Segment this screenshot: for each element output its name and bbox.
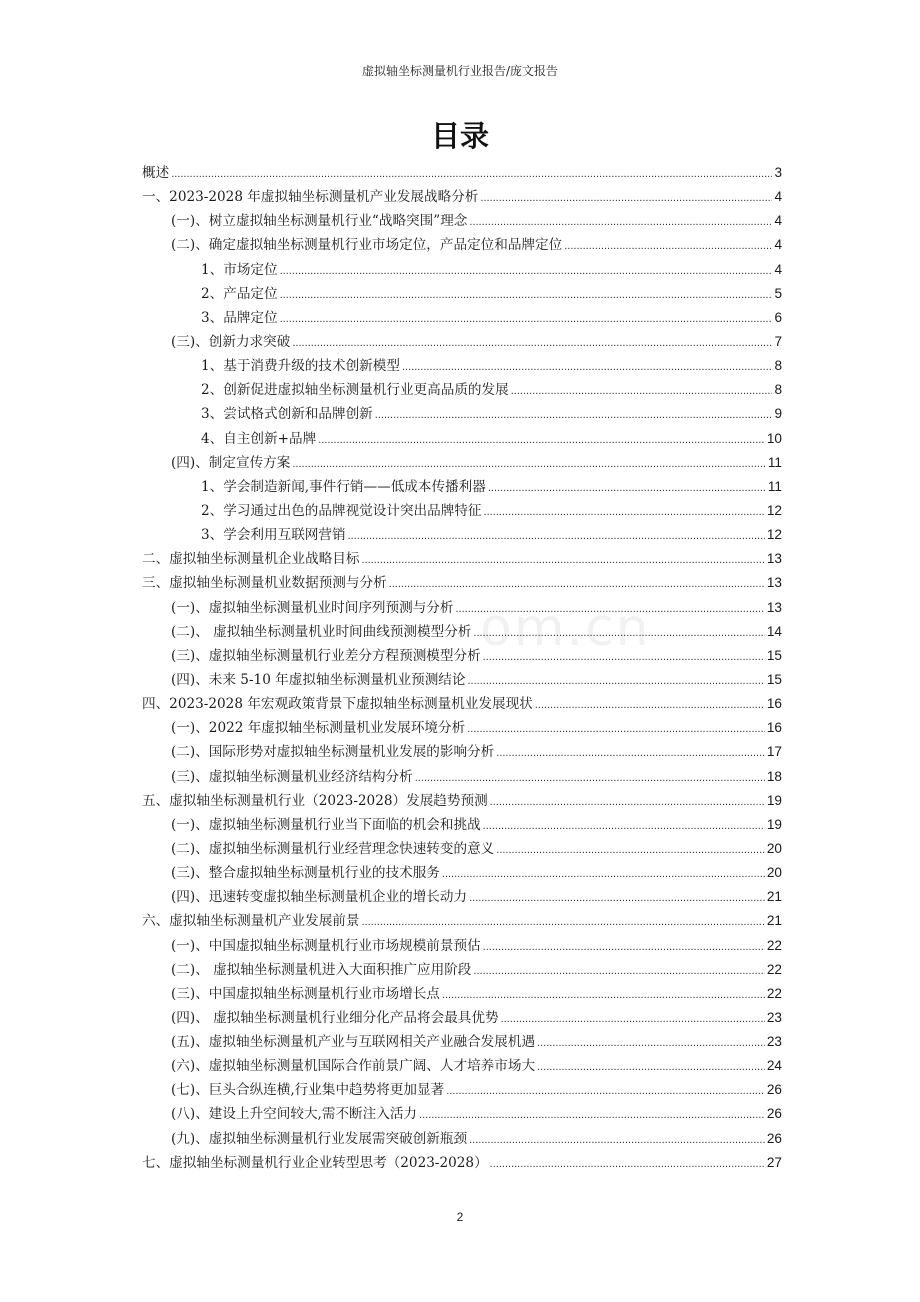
- toc-entry[interactable]: [142, 209, 782, 233]
- toc-page-number: 20: [766, 865, 782, 881]
- toc-page-number: 22: [766, 961, 782, 977]
- toc-entry-text: (五)、虚拟轴坐标测量机产业与互联网相关产业融合发展机遇: [171, 1034, 536, 1051]
- dot-leader: [467, 675, 764, 687]
- dot-leader: [415, 772, 765, 784]
- toc-entry[interactable]: [142, 982, 782, 1006]
- toc-page-number: 19: [766, 816, 782, 832]
- dot-leader: [280, 313, 773, 325]
- toc-entry[interactable]: [142, 909, 782, 933]
- dot-leader: [446, 1085, 765, 1097]
- toc-entry-text: 2、学习通过出色的品牌视觉设计突出品牌特征: [201, 502, 482, 519]
- dot-leader: [318, 434, 765, 446]
- toc-entry[interactable]: [142, 1030, 782, 1054]
- toc-page-number: 3: [774, 165, 782, 180]
- toc-page-number: 15: [766, 647, 782, 663]
- toc-entry-text: (三)、中国虚拟轴坐标测量机行业市场增长点: [171, 985, 440, 1002]
- toc-entry-text: 1、学会制造新闻,事件行销——低成本传播利器: [201, 478, 486, 495]
- dot-leader: [402, 361, 772, 373]
- toc-page-number: 22: [766, 937, 782, 953]
- toc-entry[interactable]: [142, 451, 782, 475]
- toc-entry[interactable]: [142, 185, 782, 209]
- toc-page-number: 17: [766, 744, 782, 760]
- toc-page-number: 9: [774, 406, 782, 422]
- toc-entry[interactable]: [142, 402, 782, 426]
- toc-page-number: 15: [766, 671, 782, 687]
- dot-leader: [348, 530, 765, 542]
- toc-entry[interactable]: [142, 547, 782, 571]
- toc-entry-text: (二)、确定虚拟轴坐标测量机行业市场定位，产品定位和品牌定位: [171, 237, 563, 254]
- toc-entry-text: (二)、虚拟轴坐标测量机行业经营理念快速转变的意义: [171, 840, 495, 857]
- toc-page-number: 23: [766, 1009, 782, 1025]
- toc-entry[interactable]: [142, 306, 782, 330]
- toc-entry[interactable]: [142, 258, 782, 282]
- toc-entry-text: (四)、未来 5-10 年虚拟轴坐标测量机业预测结论: [171, 671, 466, 688]
- toc-entry-text: 六、虚拟轴坐标测量机产业发展前景: [142, 913, 360, 930]
- dot-leader: [469, 892, 765, 904]
- toc-entry[interactable]: [142, 1006, 782, 1030]
- dot-leader: [490, 796, 765, 808]
- toc-entry[interactable]: [142, 644, 782, 668]
- toc-entry[interactable]: [142, 934, 782, 958]
- toc-entry-text: 1、市场定位: [201, 261, 278, 278]
- toc-entry-text: 2、产品定位: [201, 285, 278, 302]
- dot-leader: [496, 747, 765, 759]
- toc-entry[interactable]: [142, 523, 782, 547]
- toc-entry-text: 3、品牌定位: [201, 309, 278, 326]
- dot-leader: [537, 1061, 765, 1073]
- toc-page-number: 26: [766, 1130, 782, 1146]
- toc-entry-text: (三)、创新力求突破: [171, 333, 291, 350]
- toc-page-number: 14: [766, 623, 782, 639]
- toc-entry-text: (三)、虚拟轴坐标测量机业经济结构分析: [171, 768, 413, 785]
- toc-entry-text: 七、虚拟轴坐标测量机行业企业转型思考（2023-2028）: [142, 1154, 488, 1171]
- toc-entry[interactable]: [142, 282, 782, 306]
- toc-entry-text: 概述: [142, 165, 170, 181]
- dot-leader: [280, 289, 773, 301]
- toc-page-number: 11: [767, 454, 782, 470]
- toc-entry-text: (一)、2022 年虚拟轴坐标测量机业发展环境分析: [171, 720, 466, 737]
- toc-entry-text: 3、尝试格式创新和品牌创新: [201, 406, 373, 423]
- toc-entry-text: (六)、虚拟轴坐标测量机国际合作前景广阔、人才培养市场大: [171, 1058, 536, 1075]
- dot-leader: [535, 699, 765, 711]
- toc-entry[interactable]: [142, 740, 782, 764]
- toc-entry[interactable]: [142, 861, 782, 885]
- toc-page-number: 13: [766, 575, 782, 591]
- toc-entry[interactable]: [142, 378, 782, 402]
- toc-page-number: 22: [766, 985, 782, 1001]
- dot-leader: [496, 844, 765, 856]
- toc-page-number: 21: [766, 913, 782, 929]
- toc-entry-text: (一)、中国虚拟轴坐标测量机行业市场规模前景预估: [171, 937, 481, 954]
- toc-entry-text: 4、自主创新+品牌: [201, 430, 317, 447]
- table-of-contents: [142, 161, 782, 1175]
- toc-entry-text: (一)、虚拟轴坐标测量机业时间序列预测与分析: [171, 599, 454, 616]
- toc-page-number: 13: [766, 599, 782, 615]
- toc-entry-text: (一)、树立虚拟轴坐标测量机行业“战略突围”理念: [171, 213, 468, 230]
- toc-entry-text: (二)、国际形势对虚拟轴坐标测量机业发展的影响分析: [171, 744, 495, 761]
- dot-leader: [483, 941, 765, 953]
- toc-entry-text: 一、2023-2028 年虚拟轴坐标测量机产业发展战略分析: [142, 189, 479, 206]
- toc-page-number: 8: [774, 382, 782, 398]
- toc-page-number: 19: [766, 792, 782, 808]
- dot-leader: [389, 578, 765, 590]
- dot-leader: [442, 868, 765, 880]
- toc-page-number: 23: [766, 1034, 782, 1050]
- toc-entry-text: 2、创新促进虚拟轴坐标测量机行业更高品质的发展: [201, 382, 509, 399]
- toc-entry-text: (四)、迅速转变虚拟轴坐标测量机企业的增长动力: [171, 889, 468, 906]
- toc-entry[interactable]: [142, 354, 782, 378]
- toc-page-number: 6: [774, 309, 782, 325]
- toc-page-number: 16: [766, 720, 782, 736]
- toc-page-number: 21: [766, 889, 782, 905]
- dot-leader: [483, 651, 765, 663]
- toc-entry[interactable]: [142, 475, 782, 499]
- toc-page-number: 12: [766, 527, 782, 543]
- dot-leader: [480, 192, 772, 204]
- toc-entry-text: (四)、制定宣传方案: [171, 454, 291, 471]
- dot-leader: [280, 265, 773, 277]
- dot-leader: [490, 1158, 765, 1170]
- toc-entry[interactable]: [142, 668, 782, 692]
- toc-entry-text: (二)、 虚拟轴坐标测量机进入大面积推广应用阶段: [171, 961, 472, 978]
- toc-entry[interactable]: [142, 233, 782, 257]
- dot-leader: [483, 820, 765, 832]
- dot-leader: [469, 216, 772, 228]
- toc-page-number: 12: [766, 502, 782, 518]
- watermark: om.cn: [480, 598, 651, 658]
- dot-leader: [419, 1109, 765, 1121]
- toc-entry[interactable]: [142, 1078, 782, 1102]
- dot-leader: [292, 337, 772, 349]
- toc-page-number: 10: [766, 430, 782, 446]
- toc-page-number: 8: [774, 358, 782, 374]
- toc-page-number: 5: [774, 285, 782, 301]
- toc-entry[interactable]: [142, 837, 782, 861]
- toc-entry[interactable]: [142, 813, 782, 837]
- toc-page-number: 20: [766, 840, 782, 856]
- toc-entry[interactable]: [142, 571, 782, 595]
- dot-leader: [473, 965, 764, 977]
- toc-entry[interactable]: [142, 789, 782, 813]
- dot-leader: [455, 603, 764, 615]
- toc-entry-text: 3、学会利用互联网营销: [201, 527, 346, 544]
- toc-entry[interactable]: [142, 1127, 782, 1151]
- toc-page-number: 7: [774, 333, 782, 349]
- toc-entry[interactable]: [142, 161, 782, 185]
- toc-entry[interactable]: [142, 692, 782, 716]
- dot-leader: [473, 627, 764, 639]
- toc-entry-text: (二)、 虚拟轴坐标测量机业时间曲线预测模型分析: [171, 623, 472, 640]
- toc-entry[interactable]: [142, 427, 782, 451]
- toc-entry[interactable]: [142, 620, 782, 644]
- dot-leader: [537, 1037, 765, 1049]
- toc-page-number: 18: [766, 768, 782, 784]
- toc-entry-text: (一)、虚拟轴坐标测量机行业当下面临的机会和挑战: [171, 816, 481, 833]
- dot-leader: [362, 554, 765, 566]
- running-header: 虚拟轴坐标测量机行业报告/庞文报告: [361, 64, 559, 78]
- dot-leader: [511, 385, 773, 397]
- dot-leader: [501, 1013, 765, 1025]
- toc-page-number: 4: [774, 237, 782, 253]
- dot-leader: [171, 168, 772, 180]
- toc-entry-text: 二、虚拟轴坐标测量机企业战略目标: [142, 551, 360, 568]
- toc-entry[interactable]: [142, 1102, 782, 1126]
- toc-entry-text: (四)、 虚拟轴坐标测量机行业细分化产品将会最具优势: [171, 1009, 499, 1026]
- toc-page-number: 4: [774, 189, 782, 205]
- toc-entry-text: 1、基于消费升级的技术创新模型: [201, 358, 400, 375]
- toc-entry[interactable]: [142, 1151, 782, 1175]
- dot-leader: [292, 458, 766, 470]
- toc-entry[interactable]: [142, 499, 782, 523]
- dot-leader: [469, 1134, 765, 1146]
- dot-leader: [442, 989, 765, 1001]
- toc-title: 目录: [430, 119, 489, 153]
- toc-entry-text: (八)、建设上升空间较大,需不断注入活力: [171, 1106, 418, 1123]
- toc-entry[interactable]: [142, 1054, 782, 1078]
- toc-entry-text: (七)、巨头合纵连横,行业集中趋势将更加显著: [171, 1082, 445, 1099]
- toc-page-number: 16: [766, 696, 782, 712]
- toc-page-number: 4: [774, 261, 782, 277]
- toc-entry[interactable]: [142, 885, 782, 909]
- dot-leader: [484, 506, 765, 518]
- toc-page-number: 27: [766, 1154, 782, 1170]
- toc-entry-text: 五、虚拟轴坐标测量机行业（2023-2028）发展趋势预测: [142, 792, 488, 809]
- toc-entry[interactable]: [142, 716, 782, 740]
- toc-page-number: 26: [766, 1106, 782, 1122]
- dot-leader: [488, 482, 766, 494]
- toc-page-number: 13: [766, 551, 782, 567]
- dot-leader: [375, 409, 773, 421]
- toc-page-number: 26: [766, 1082, 782, 1098]
- toc-entry[interactable]: [142, 958, 782, 982]
- toc-entry-text: (三)、整合虚拟轴坐标测量机行业的技术服务: [171, 865, 440, 882]
- dot-leader: [362, 916, 765, 928]
- toc-page-number: 11: [767, 478, 782, 494]
- toc-entry-text: (九)、虚拟轴坐标测量机行业发展需突破创新瓶颈: [171, 1130, 468, 1147]
- toc-entry-text: (三)、虚拟轴坐标测量机行业差分方程预测模型分析: [171, 647, 481, 664]
- toc-entry-text: 三、虚拟轴坐标测量机业数据预测与分析: [142, 575, 387, 592]
- toc-entry[interactable]: [142, 330, 782, 354]
- toc-entry[interactable]: [142, 765, 782, 789]
- dot-leader: [467, 723, 765, 735]
- toc-page-number: 24: [766, 1058, 782, 1074]
- toc-entry[interactable]: [142, 596, 782, 620]
- toc-entry-text: 四、2023-2028 年宏观政策背景下虚拟轴坐标测量机业发展现状: [142, 696, 533, 713]
- dot-leader: [564, 240, 772, 252]
- page-number: 2: [456, 1210, 464, 1224]
- toc-page-number: 4: [774, 213, 782, 229]
